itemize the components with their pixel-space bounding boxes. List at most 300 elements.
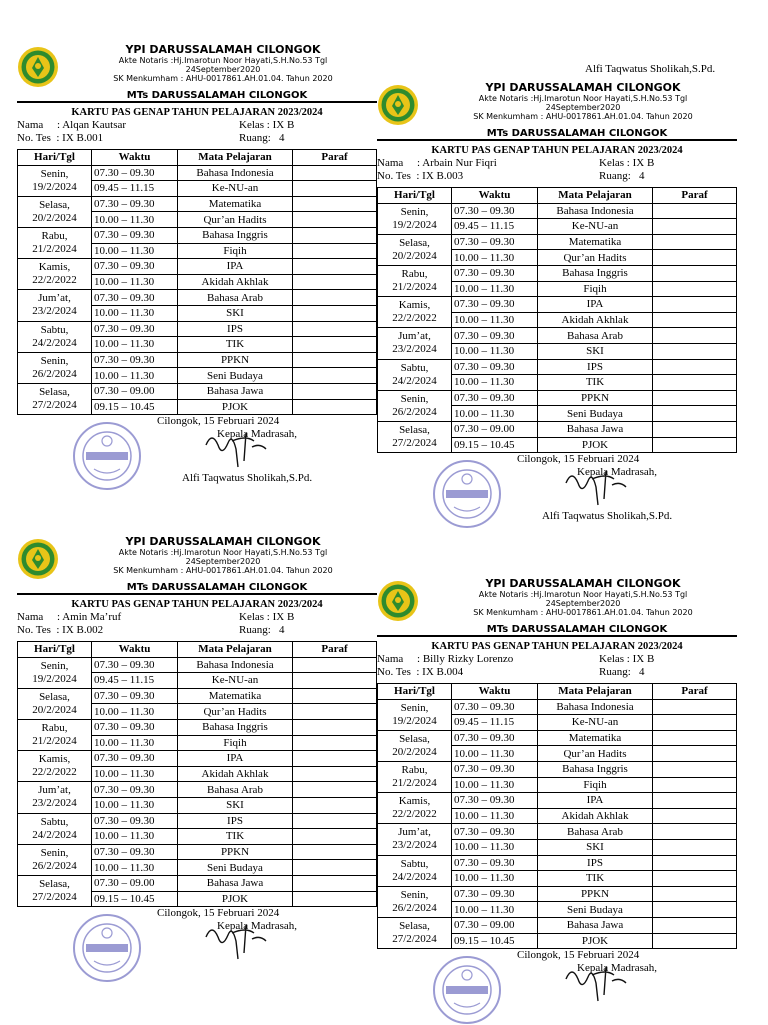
- paraf-cell: [293, 259, 377, 275]
- time-cell: 07.30 – 09.30: [92, 813, 178, 829]
- time-cell: 07.30 – 09.30: [92, 165, 178, 181]
- kelas-value: : IX B: [626, 157, 655, 169]
- paraf-cell: [293, 782, 377, 798]
- day-cell: [18, 875, 92, 906]
- nama-label: Nama: [17, 119, 44, 131]
- subject-cell: Bahasa Indonesia: [178, 657, 293, 673]
- sk-line: SK Menkumham : AHU-0017861.AH.01.04. Tahun 2020: [473, 608, 693, 617]
- no-tes-value: : IX B.003: [416, 170, 464, 182]
- table-row: [378, 328, 737, 344]
- time-cell: 09.45 – 11.15: [452, 715, 538, 731]
- subject-cell: SKI: [178, 305, 293, 321]
- subject-cell: IPS: [178, 321, 293, 337]
- day-name: Jum’at,: [38, 292, 71, 305]
- day-cell: [18, 782, 92, 813]
- day-cell: [378, 730, 452, 761]
- ruang-value: 4: [639, 666, 645, 678]
- day-date: 23/2/2024: [32, 797, 77, 810]
- time-cell: 10.00 – 11.30: [452, 871, 538, 887]
- info-row-test: [17, 132, 377, 145]
- sk-line: SK Menkumham : AHU-0017861.AH.01.04. Tahun 2020: [113, 566, 333, 575]
- notary-line: Akte Notaris :Hj.Imarotun Noor Hayati,S.H.No.53 Tgl: [118, 56, 328, 65]
- paraf-cell: [293, 673, 377, 689]
- subject-cell: Fiqih: [538, 281, 653, 297]
- day-cell: [18, 259, 92, 290]
- ruang-value: 4: [639, 170, 645, 182]
- day-cell: [18, 165, 92, 196]
- subject-cell: PPKN: [538, 886, 653, 902]
- day-name: Senin,: [400, 701, 429, 714]
- paraf-cell: [293, 212, 377, 228]
- school-stamp-icon: [72, 913, 142, 983]
- time-cell: 10.00 – 11.30: [92, 274, 178, 290]
- table-row: [378, 297, 737, 313]
- nama-label: Nama: [377, 653, 404, 665]
- time-cell: 10.00 – 11.30: [92, 368, 178, 384]
- day-name: Selasa,: [39, 198, 70, 211]
- subject-cell: SKI: [178, 797, 293, 813]
- paraf-cell: [293, 352, 377, 368]
- city-date: Cilongok, 15 Februari 2024: [157, 415, 280, 428]
- paraf-cell: [653, 375, 737, 391]
- day-name: Jum’at,: [38, 784, 71, 797]
- signatory-name: Alfi Taqwatus Sholikah,S.Pd.: [542, 510, 673, 523]
- time-cell: 07.30 – 09.30: [92, 259, 178, 275]
- paraf-cell: [293, 766, 377, 782]
- day-cell: [18, 813, 92, 844]
- time-cell: 07.30 – 09.30: [92, 844, 178, 860]
- info-row-name: [377, 653, 737, 666]
- signatory-role: Kepala Madrasah,: [577, 962, 658, 975]
- institution-block: [429, 578, 737, 617]
- notary-line: Akte Notaris :Hj.Imarotun Noor Hayati,S.H.No.53 Tgl: [478, 94, 688, 103]
- paraf-cell: [293, 797, 377, 813]
- subject-cell: Fiqih: [178, 243, 293, 259]
- day-cell: [378, 824, 452, 855]
- paraf-cell: [653, 406, 737, 422]
- subject-cell: Bahasa Indonesia: [538, 203, 653, 219]
- time-cell: 07.30 – 09.30: [92, 751, 178, 767]
- signature-icon: [202, 423, 272, 471]
- time-cell: 10.00 – 11.30: [452, 375, 538, 391]
- paraf-cell: [293, 165, 377, 181]
- day-date: 21/2/2024: [32, 243, 77, 256]
- day-name: Rabu,: [401, 268, 428, 281]
- day-date: 20/2/2024: [32, 703, 77, 716]
- kelas-value: : IX B: [266, 611, 295, 623]
- paraf-cell: [653, 886, 737, 902]
- institution-name: YPI DARUSSALAMAH CILONGOK: [485, 577, 681, 590]
- time-cell: 07.30 – 09.30: [92, 688, 178, 704]
- table-row: [18, 813, 377, 829]
- time-cell: 07.30 – 09.30: [92, 782, 178, 798]
- paraf-cell: [653, 902, 737, 918]
- signature-block: [377, 453, 737, 523]
- paraf-cell: [653, 871, 737, 887]
- subject-cell: Qur’an Hadits: [178, 704, 293, 720]
- day-name: Sabtu,: [40, 323, 69, 336]
- schedule-table: [17, 641, 377, 907]
- day-date: 26/2/2024: [392, 901, 437, 914]
- no-tes-label: No. Tes: [17, 132, 51, 144]
- signature-block: [377, 949, 737, 1019]
- day-date: 20/2/2024: [32, 211, 77, 224]
- table-row: [18, 352, 377, 368]
- card-2: [377, 82, 737, 523]
- paraf-cell: [653, 203, 737, 219]
- day-cell: [378, 234, 452, 265]
- subject-cell: Matematika: [538, 234, 653, 250]
- time-cell: 07.30 – 09.00: [452, 421, 538, 437]
- table-row: [18, 751, 377, 767]
- day-name: Kamis,: [398, 795, 431, 808]
- card-header: [377, 82, 737, 128]
- day-name: Senin,: [40, 167, 69, 180]
- time-cell: 07.30 – 09.30: [452, 855, 538, 871]
- time-cell: 09.15 – 10.45: [92, 399, 178, 415]
- subject-cell: Ke-NU-an: [178, 673, 293, 689]
- ruang-label: Ruang:: [599, 170, 631, 182]
- day-date: 21/2/2024: [392, 777, 437, 790]
- table-row: [18, 844, 377, 860]
- day-name: Selasa,: [399, 424, 430, 436]
- card-header: [17, 536, 377, 582]
- paraf-cell: [293, 688, 377, 704]
- time-cell: 10.00 – 11.30: [452, 808, 538, 824]
- day-cell: [18, 657, 92, 688]
- day-name: Sabtu,: [400, 857, 429, 870]
- notary-date: 24September2020: [185, 65, 261, 74]
- time-cell: 10.00 – 11.30: [452, 343, 538, 359]
- schedule-table: [377, 187, 737, 453]
- paraf-cell: [293, 891, 377, 907]
- signatory-role: Kepala Madrasah,: [217, 428, 298, 441]
- day-cell: [378, 699, 452, 730]
- info-row-test: [377, 170, 737, 183]
- signature-icon: [562, 957, 632, 1005]
- institution-block: [429, 82, 737, 121]
- day-date: 24/2/2024: [32, 828, 77, 841]
- day-date: 23/2/2024: [392, 839, 437, 852]
- subject-cell: Bahasa Indonesia: [178, 165, 293, 181]
- paraf-cell: [293, 383, 377, 399]
- paraf-cell: [653, 746, 737, 762]
- paraf-cell: [653, 421, 737, 437]
- time-cell: 07.30 – 09.30: [452, 793, 538, 809]
- time-cell: 07.30 – 09.30: [452, 203, 538, 219]
- kelas-label: Kelas: [599, 157, 625, 169]
- institution-name: YPI DARUSSALAMAH CILONGOK: [125, 43, 321, 56]
- paraf-cell: [293, 657, 377, 673]
- subject-cell: Akidah Akhlak: [178, 274, 293, 290]
- card-title: KARTU PAS GENAP TAHUN PELAJARAN 2023/2024: [431, 145, 683, 156]
- school-name: MTs DARUSSALAMAH CILONGOK: [377, 128, 737, 141]
- city-date: Cilongok, 15 Februari 2024: [517, 453, 640, 466]
- time-cell: 07.30 – 09.30: [452, 761, 538, 777]
- paraf-cell: [293, 399, 377, 415]
- nama-value: : Arbain Nur Fiqri: [417, 157, 497, 169]
- col-header: Mata Pelajaran: [538, 684, 653, 700]
- nama-label: Nama: [17, 611, 44, 623]
- subject-cell: TIK: [178, 337, 293, 353]
- school-logo-icon: [377, 580, 419, 622]
- subject-cell: IPS: [538, 855, 653, 871]
- paraf-cell: [653, 808, 737, 824]
- paraf-cell: [293, 196, 377, 212]
- paraf-cell: [653, 359, 737, 375]
- day-date: 23/2/2024: [32, 305, 77, 318]
- day-date: 24/2/2024: [392, 870, 437, 883]
- institution-name: YPI DARUSSALAMAH CILONGOK: [125, 535, 321, 548]
- school-name: MTs DARUSSALAMAH CILONGOK: [377, 624, 737, 637]
- time-cell: 07.30 – 09.30: [92, 352, 178, 368]
- day-date: 19/2/2024: [32, 180, 77, 193]
- table-row: [18, 165, 377, 181]
- day-name: Senin,: [400, 205, 429, 218]
- subject-cell: Seni Budaya: [538, 406, 653, 422]
- day-cell: [18, 383, 92, 414]
- day-name: Sabtu,: [400, 361, 429, 374]
- table-row: [378, 359, 737, 375]
- day-date: 21/2/2024: [392, 281, 437, 294]
- time-cell: 07.30 – 09.00: [92, 875, 178, 891]
- time-cell: 07.30 – 09.30: [452, 328, 538, 344]
- table-row: [378, 234, 737, 250]
- table-row: [378, 699, 737, 715]
- table-row: [18, 196, 377, 212]
- time-cell: 07.30 – 09.30: [92, 657, 178, 673]
- table-row: [18, 259, 377, 275]
- col-header: Waktu: [452, 188, 538, 204]
- day-cell: [18, 196, 92, 227]
- time-cell: 10.00 – 11.30: [452, 312, 538, 328]
- subject-cell: Matematika: [178, 688, 293, 704]
- time-cell: 07.30 – 09.00: [92, 383, 178, 399]
- time-cell: 07.30 – 09.30: [452, 824, 538, 840]
- day-cell: [18, 321, 92, 352]
- day-cell: [18, 688, 92, 719]
- subject-cell: Bahasa Arab: [538, 328, 653, 344]
- table-row: [378, 421, 737, 437]
- col-header: Paraf: [653, 188, 737, 204]
- paraf-cell: [653, 312, 737, 328]
- signatory-role: Kepala Madrasah,: [577, 466, 658, 479]
- paraf-cell: [653, 839, 737, 855]
- col-header: Waktu: [92, 150, 178, 166]
- col-header: Paraf: [653, 684, 737, 700]
- day-cell: [378, 793, 452, 824]
- signatory-name-top: Alfi Taqwatus Sholikah,S.Pd.: [585, 63, 716, 75]
- notary-line: Akte Notaris :Hj.Imarotun Noor Hayati,S.H.No.53 Tgl: [118, 548, 328, 557]
- time-cell: 10.00 – 11.30: [92, 305, 178, 321]
- ruang-value: 4: [279, 624, 285, 636]
- time-cell: 10.00 – 11.30: [92, 797, 178, 813]
- subject-cell: Bahasa Arab: [178, 290, 293, 306]
- subject-cell: PPKN: [178, 352, 293, 368]
- paraf-cell: [653, 917, 737, 933]
- nama-label: Nama: [377, 157, 404, 169]
- ruang-label: Ruang:: [239, 624, 271, 636]
- nama-value: : Billy Rizky Lorenzo: [417, 653, 514, 665]
- time-cell: 09.15 – 10.45: [92, 891, 178, 907]
- time-cell: 07.30 – 09.30: [452, 234, 538, 250]
- school-logo-icon: [377, 84, 419, 126]
- col-header: Hari/Tgl: [18, 642, 92, 658]
- time-cell: 10.00 – 11.30: [92, 212, 178, 228]
- time-cell: 10.00 – 11.30: [452, 746, 538, 762]
- paraf-cell: [293, 719, 377, 735]
- paraf-cell: [653, 265, 737, 281]
- paraf-cell: [293, 368, 377, 384]
- col-header: Paraf: [293, 642, 377, 658]
- signature-icon: [562, 461, 632, 509]
- day-name: Kamis,: [38, 753, 71, 766]
- paraf-cell: [293, 305, 377, 321]
- paraf-cell: [653, 250, 737, 266]
- subject-cell: Bahasa Inggris: [538, 761, 653, 777]
- ruang-label: Ruang:: [599, 666, 631, 678]
- day-name: Selasa,: [39, 878, 70, 890]
- nama-value: : Alqan Kautsar: [57, 119, 127, 131]
- info-row-test: [17, 624, 377, 637]
- school-name: MTs DARUSSALAMAH CILONGOK: [17, 582, 377, 595]
- day-date: 26/2/2024: [32, 367, 77, 380]
- table-row: [378, 730, 737, 746]
- time-cell: 07.30 – 09.30: [452, 297, 538, 313]
- subject-cell: Ke-NU-an: [538, 715, 653, 731]
- kelas-value: : IX B: [626, 653, 655, 665]
- time-cell: 09.45 – 11.15: [92, 181, 178, 197]
- col-header: Hari/Tgl: [378, 188, 452, 204]
- subject-cell: Bahasa Arab: [178, 782, 293, 798]
- subject-cell: IPS: [538, 359, 653, 375]
- day-cell: [378, 855, 452, 886]
- table-row: [18, 321, 377, 337]
- school-stamp-icon: [432, 459, 502, 529]
- paraf-cell: [653, 730, 737, 746]
- col-header: Mata Pelajaran: [178, 642, 293, 658]
- time-cell: 07.30 – 09.30: [452, 730, 538, 746]
- time-cell: 10.00 – 11.30: [452, 406, 538, 422]
- subject-cell: Bahasa Jawa: [538, 917, 653, 933]
- info-row-name: [377, 157, 737, 170]
- subject-cell: Bahasa Inggris: [538, 265, 653, 281]
- paraf-cell: [653, 219, 737, 235]
- time-cell: 10.00 – 11.30: [92, 337, 178, 353]
- no-tes-value: : IX B.002: [56, 624, 104, 636]
- day-name: Rabu,: [41, 722, 68, 735]
- time-cell: 09.15 – 10.45: [452, 437, 538, 453]
- table-header-row: [378, 684, 737, 700]
- day-date: 22/2/2022: [392, 312, 437, 325]
- day-cell: [378, 917, 452, 948]
- table-row: [378, 855, 737, 871]
- paraf-cell: [293, 751, 377, 767]
- institution-block: [69, 536, 377, 575]
- day-cell: [378, 359, 452, 390]
- day-cell: [378, 203, 452, 234]
- day-date: 27/2/2024: [32, 399, 77, 411]
- paraf-cell: [653, 328, 737, 344]
- subject-cell: Qur’an Hadits: [538, 746, 653, 762]
- subject-cell: Ke-NU-an: [178, 181, 293, 197]
- table-header-row: [18, 642, 377, 658]
- day-name: Rabu,: [41, 230, 68, 243]
- paraf-cell: [293, 337, 377, 353]
- notary-date: 24September2020: [545, 599, 621, 608]
- day-name: Rabu,: [401, 764, 428, 777]
- day-cell: [378, 297, 452, 328]
- paraf-cell: [293, 844, 377, 860]
- time-cell: 07.30 – 09.30: [452, 699, 538, 715]
- subject-cell: SKI: [538, 343, 653, 359]
- subject-cell: PJOK: [178, 399, 293, 415]
- no-tes-label: No. Tes: [17, 624, 51, 636]
- paraf-cell: [293, 813, 377, 829]
- subject-cell: TIK: [538, 871, 653, 887]
- day-name: Selasa,: [399, 920, 430, 932]
- time-cell: 10.00 – 11.30: [92, 766, 178, 782]
- time-cell: 07.30 – 09.30: [452, 359, 538, 375]
- day-date: 22/2/2022: [392, 808, 437, 821]
- paraf-cell: [293, 181, 377, 197]
- day-date: 27/2/2024: [392, 933, 437, 945]
- table-row: [378, 793, 737, 809]
- paraf-cell: [653, 297, 737, 313]
- paraf-cell: [653, 343, 737, 359]
- table-row: [378, 886, 737, 902]
- paraf-cell: [293, 274, 377, 290]
- day-name: Kamis,: [38, 261, 71, 274]
- signatory-name: Alfi Taqwatus Sholikah,S.Pd.: [182, 472, 313, 485]
- day-name: Jum’at,: [398, 330, 431, 343]
- paraf-cell: [293, 227, 377, 243]
- subject-cell: Ke-NU-an: [538, 219, 653, 235]
- subject-cell: Matematika: [538, 730, 653, 746]
- paraf-cell: [653, 933, 737, 949]
- info-row-name: [17, 611, 377, 624]
- day-date: 19/2/2024: [392, 218, 437, 231]
- paraf-cell: [653, 281, 737, 297]
- subject-cell: PPKN: [178, 844, 293, 860]
- card-4: [377, 578, 737, 1019]
- time-cell: 07.30 – 09.30: [452, 390, 538, 406]
- table-row: [18, 657, 377, 673]
- subject-cell: Akidah Akhlak: [538, 808, 653, 824]
- card-header: [17, 44, 377, 90]
- day-cell: [18, 227, 92, 258]
- day-cell: [378, 328, 452, 359]
- time-cell: 10.00 – 11.30: [452, 839, 538, 855]
- col-header: Paraf: [293, 150, 377, 166]
- table-row: [18, 875, 377, 891]
- paraf-cell: [653, 855, 737, 871]
- day-date: 27/2/2024: [392, 437, 437, 449]
- paraf-cell: [653, 699, 737, 715]
- subject-cell: IPS: [178, 813, 293, 829]
- subject-cell: Bahasa Jawa: [178, 383, 293, 399]
- paraf-cell: [653, 234, 737, 250]
- school-name: MTs DARUSSALAMAH CILONGOK: [17, 90, 377, 103]
- sk-line: SK Menkumham : AHU-0017861.AH.01.04. Tahun 2020: [473, 112, 693, 121]
- table-row: [378, 203, 737, 219]
- paraf-cell: [653, 824, 737, 840]
- kelas-label: Kelas: [239, 119, 265, 131]
- time-cell: 07.30 – 09.30: [92, 227, 178, 243]
- subject-cell: TIK: [538, 375, 653, 391]
- time-cell: 07.30 – 09.30: [452, 886, 538, 902]
- institution-name: YPI DARUSSALAMAH CILONGOK: [485, 81, 681, 94]
